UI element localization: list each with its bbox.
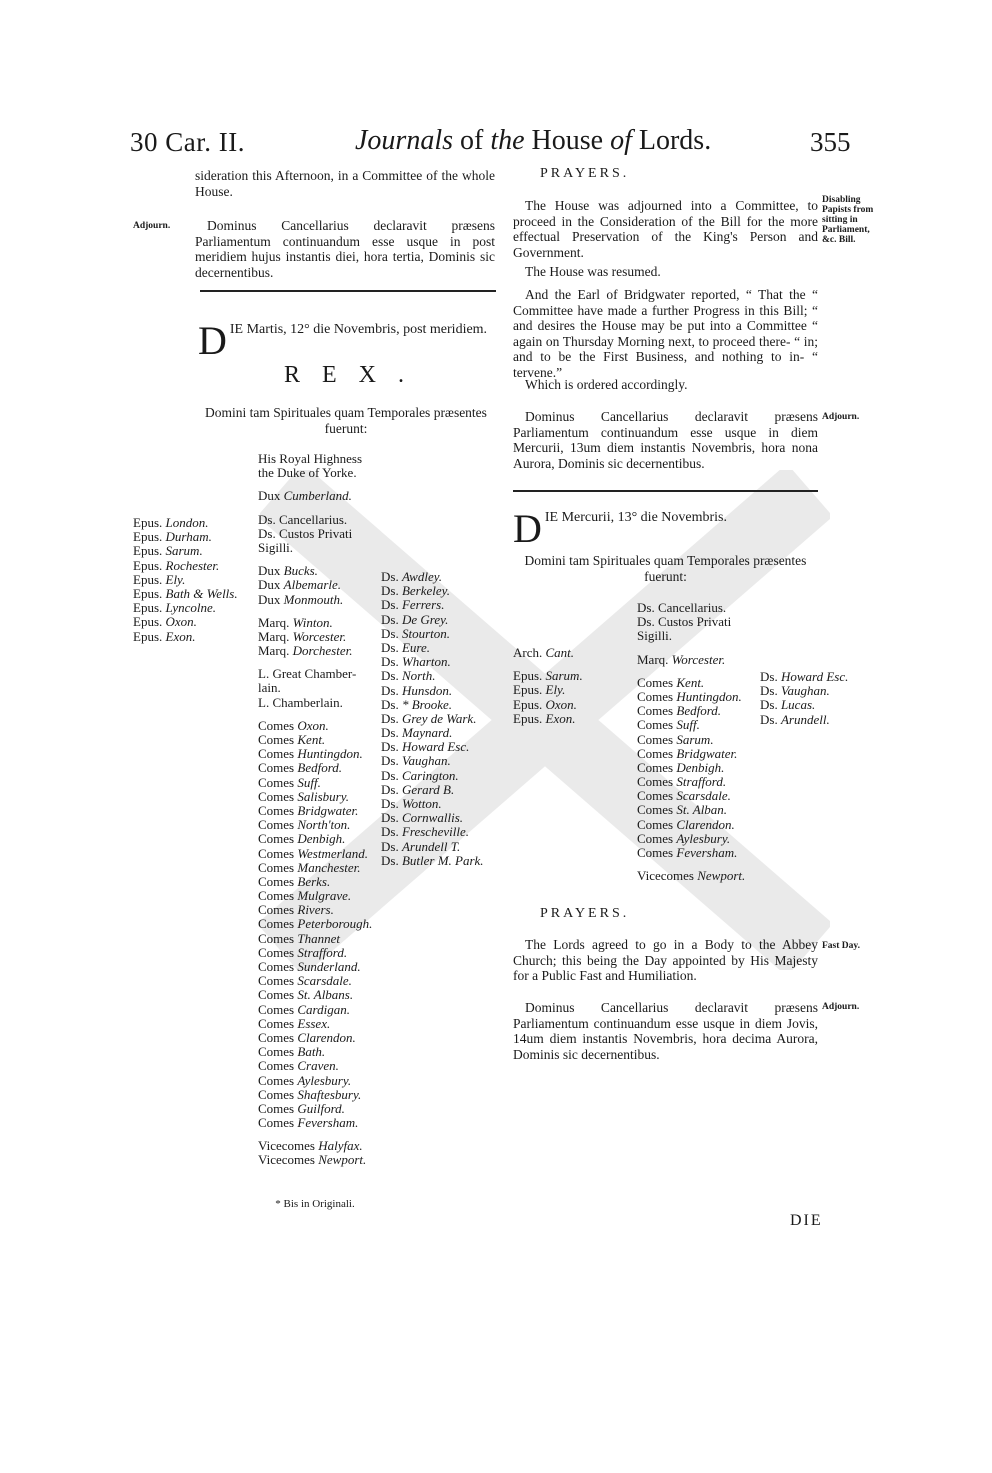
attendee-entry: Ds. * Brooke. bbox=[381, 696, 453, 712]
journal-title: Journals of the House of Lords. bbox=[355, 125, 712, 156]
attendee-entry: Comes Kent. bbox=[258, 732, 326, 747]
attendee-entry: Ds. Custos Privati bbox=[258, 525, 353, 541]
left-paragraph-2: Dominus Cancellarius declaravit præsens Parliamentum continuandum esse usque in post meridiem hujus instantis diei, hora tertia, Dominis sic decernentibus. bbox=[195, 218, 495, 280]
attendee-entry: Ds. Grey de Wark. bbox=[381, 710, 477, 726]
attendee-entry: Comes Kent. bbox=[637, 674, 705, 690]
attendee-entry: Epus. Durham. bbox=[133, 529, 212, 545]
rex-heading: REX. bbox=[284, 362, 426, 388]
attendee-entry: Ds. Ferrers. bbox=[381, 597, 445, 613]
attendee-entry: Dux Albemarle. bbox=[258, 577, 342, 593]
present-line: Domini tam Spirituales quam Temporales præsentes fuerunt: bbox=[205, 405, 487, 436]
attendee-entry: Comes Suff. bbox=[258, 774, 321, 790]
attendee-entry: Ds. Eure. bbox=[381, 639, 430, 655]
attendee-entry: Epus. Ely. bbox=[513, 682, 566, 698]
attendee-entry: Comes Bridgwater. bbox=[258, 802, 359, 818]
attendee-entry: Ds. Maynard. bbox=[381, 725, 453, 741]
attendee-entry: Ds. Gerard B. bbox=[381, 781, 455, 797]
attendee-entry: Ds. Frescheville. bbox=[381, 824, 469, 840]
attendee-entry: Comes Strafford. bbox=[637, 774, 727, 790]
list-officers-and-earls bbox=[637, 601, 745, 883]
attendee-entry: Ds. Carington. bbox=[381, 767, 459, 783]
right-paragraph-7: Dominus Cancellarius declaravit præsens Parliamentum continuandum esse usque in diem Jovis, 14um diem instantis Novembris, hora decima Aurora, Dominis sic decernentibus. bbox=[513, 1000, 818, 1062]
attendee-entry: Comes Thannet bbox=[258, 930, 340, 946]
attendee-entry: Epus. Rochester. bbox=[133, 557, 220, 573]
attendee-entry: Comes Denbigh. bbox=[637, 759, 725, 775]
attendee-entry: Vicecomes Halyfax. bbox=[258, 1138, 363, 1154]
attendee-entry: Comes Feversham. bbox=[637, 845, 738, 860]
attendee-entry: Comes Scarsdale. bbox=[258, 973, 352, 989]
sitting-date: DIE Martis, 12° die Novembris, post meridiem. bbox=[198, 318, 488, 363]
attendee-entry: Epus. Oxon. bbox=[513, 696, 577, 712]
list-spiritual-lords bbox=[513, 646, 583, 726]
margin-note-adjourn-2: Adjourn. bbox=[822, 412, 860, 422]
list-bishops bbox=[133, 516, 238, 644]
attendee-entry: Comes Feversham. bbox=[258, 1115, 359, 1131]
attendee-entry: Comes Berks. bbox=[258, 873, 331, 889]
left-paragraph-1: sideration this Afternoon, in a Committee of the whole House. bbox=[195, 168, 495, 199]
attendee-entry: Epus. Oxon. bbox=[133, 614, 197, 630]
attendee-entry: Ds. North. bbox=[381, 668, 436, 684]
attendee-entry: Comes Strafford. bbox=[258, 944, 348, 960]
attendee-entry: Ds. Awdley. bbox=[381, 569, 443, 584]
attendee-entry: Ds. Vaughan. bbox=[760, 683, 830, 699]
attendee-entry: Marq. Dorchester. bbox=[258, 643, 353, 659]
attendee-entry: Ds. Custos Privati bbox=[637, 614, 732, 630]
attendee-entry: Ds. Cancellarius. bbox=[637, 600, 727, 615]
attendee-entry: Comes Bridgwater. bbox=[637, 745, 738, 761]
attendee-entry: Comes Clarendon. bbox=[258, 1029, 356, 1045]
attendee-entry: Comes Rivers. bbox=[258, 902, 334, 918]
attendee-entry: Comes Denbigh. bbox=[258, 831, 346, 847]
attendee-entry: Ds. De Grey. bbox=[381, 611, 449, 627]
attendee-entry: Comes Guilford. bbox=[258, 1100, 345, 1116]
attendee-entry: lain. bbox=[258, 680, 281, 696]
attendee-entry: Comes Bedford. bbox=[258, 760, 343, 776]
attendee-entry: Ds. Cancellarius. bbox=[258, 511, 348, 527]
attendee-entry: Sigilli. bbox=[258, 539, 294, 555]
list-barons bbox=[381, 570, 484, 868]
attendee-entry: Epus. Lyncolne. bbox=[133, 600, 217, 616]
attendee-entry: Comes Peterborough. bbox=[258, 916, 373, 932]
attendee-entry: Comes Westmerland. bbox=[258, 845, 369, 861]
attendee-entry: Arch. Cant. bbox=[513, 645, 575, 660]
attendee-entry: Comes Huntingdon. bbox=[637, 688, 742, 704]
right-paragraph-3: And the Earl of Bridgwater reported, “ That the “ Committee have made a further Progress in this Bill; “ and desires the House may be put into a Committee “ again on Thursday Morning next, to proceed there- “ in; and to be the First Business, and nothing to in- “ tervene.” bbox=[513, 287, 818, 380]
attendee-entry: Epus. London. bbox=[133, 515, 209, 530]
attendee-entry: L. Chamberlain. bbox=[258, 694, 343, 710]
attendee-entry: Comes North'ton. bbox=[258, 817, 351, 833]
catchword: DIE bbox=[790, 1212, 823, 1229]
footnote: * Bis in Originali. bbox=[275, 1198, 355, 1210]
attendee-entry: Marq. Worcester. bbox=[637, 651, 726, 667]
attendee-entry: Ds. Arundell. bbox=[760, 711, 830, 727]
attendee-entry: Comes St. Alban. bbox=[637, 802, 728, 818]
margin-note-fast-day: Fast Day. bbox=[822, 941, 860, 951]
attendee-entry: Vicecomes Newport. bbox=[258, 1152, 367, 1168]
attendee-entry: Comes Essex. bbox=[258, 1015, 331, 1031]
attendee-entry: Ds. Cornwallis. bbox=[381, 810, 463, 826]
regnal-year: 30 Car. II. bbox=[130, 127, 245, 157]
attendee-entry: Epus. Exon. bbox=[133, 628, 196, 644]
list-royal-and-earls bbox=[258, 452, 372, 1168]
attendee-entry: Comes Bath. bbox=[258, 1044, 326, 1060]
attendee-entry: Ds. Wotton. bbox=[381, 796, 442, 811]
attendee-entry: Sigilli. bbox=[637, 628, 673, 644]
attendee-entry: Comes Craven. bbox=[258, 1058, 339, 1074]
attendee-entry: Epus. Ely. bbox=[133, 571, 186, 587]
attendee-entry: Comes Oxon. bbox=[258, 717, 329, 733]
attendee-entry: Epus. Exon. bbox=[513, 710, 576, 726]
attendee-entry: Ds. Howard Esc. bbox=[381, 739, 470, 755]
attendee-entry: Ds. Vaughan. bbox=[381, 753, 451, 769]
attendee-entry: Ds. Stourton. bbox=[381, 625, 450, 641]
section-divider bbox=[200, 290, 496, 292]
attendee-entry: Comes Cardigan. bbox=[258, 1001, 350, 1017]
attendee-entry: Comes Huntingdon. bbox=[258, 746, 363, 762]
attendee-entry: His Royal Highness bbox=[258, 451, 362, 466]
right-paragraph-1: The House was adjourned into a Committee, to proceed in the Consideration of the Bill for the more effectual Preservation of the King's Person and Government. bbox=[513, 198, 818, 260]
attendee-entry: Marq. Winton. bbox=[258, 614, 333, 630]
attendee-entry: Dux Monmouth. bbox=[258, 591, 344, 607]
margin-note-adjourn: Adjourn. bbox=[133, 221, 171, 231]
right-paragraph-6: The Lords agreed to go in a Body to the Abbey Church; this being the Day appointed by His Majesty for a Public Fast and Humiliation. bbox=[513, 937, 818, 983]
section-divider-2 bbox=[513, 490, 818, 492]
attendee-entry: Comes Aylesbury. bbox=[258, 1072, 352, 1088]
attendee-entry: Comes Clarendon. bbox=[637, 816, 735, 832]
attendee-entry: Comes Sunderland. bbox=[258, 959, 361, 974]
attendee-entry: Ds. Hunsdon. bbox=[381, 682, 453, 698]
list-barons-2 bbox=[760, 670, 848, 727]
attendee-entry: Epus. Bath & Wells. bbox=[133, 585, 238, 601]
margin-note-disabling-bill: Disabling Papists from sitting in Parliament, &c. Bill. bbox=[822, 195, 874, 245]
prayers-heading-1: PRAYERS. bbox=[540, 166, 630, 181]
present-line-2: Domini tam Spirituales quam Temporales præsentes fuerunt: bbox=[524, 553, 807, 584]
attendee-entry: Comes Sarum. bbox=[637, 731, 714, 747]
attendee-entry: Comes Mulgrave. bbox=[258, 888, 352, 904]
right-paragraph-2: The House was resumed. bbox=[525, 264, 661, 279]
margin-note-adjourn-3: Adjourn. bbox=[822, 1002, 860, 1012]
attendee-entry: Ds. Berkeley. bbox=[381, 583, 450, 599]
attendee-entry: Ds. Arundell T. bbox=[381, 838, 461, 854]
sitting-date-2: DIE Mercurii, 13° die Novembris. bbox=[513, 506, 727, 551]
attendee-entry: Dux Cumberland. bbox=[258, 488, 352, 504]
attendee-entry: Comes Suff. bbox=[637, 717, 700, 733]
attendee-entry: Marq. Worcester. bbox=[258, 628, 347, 644]
attendee-entry: Comes Shaftesbury. bbox=[258, 1086, 362, 1102]
attendee-entry: Vicecomes Newport. bbox=[637, 868, 746, 884]
attendee-entry: Ds. Butler M. Park. bbox=[381, 852, 484, 868]
attendee-entry: Epus. Sarum. bbox=[133, 543, 203, 559]
right-paragraph-4: Which is ordered accordingly. bbox=[525, 377, 688, 392]
attendee-entry: the Duke of Yorke. bbox=[258, 465, 357, 481]
page-number: 355 bbox=[810, 127, 851, 157]
attendee-entry: Comes Manchester. bbox=[258, 859, 361, 875]
attendee-entry: Comes Scarsdale. bbox=[637, 788, 731, 804]
right-paragraph-5: Dominus Cancellarius declaravit præsens Parliamentum continuandum esse usque in diem Mercurii, 13um diem instantis Novembris, hora nona Aurora, Dominis sic decernentibus. bbox=[513, 409, 818, 471]
attendee-entry: Comes Salisbury. bbox=[258, 788, 350, 804]
attendee-entry: Epus. Sarum. bbox=[513, 668, 583, 684]
attendee-entry: L. Great Chamber- bbox=[258, 666, 357, 682]
attendee-entry: Comes Bedford. bbox=[637, 703, 722, 719]
attendee-entry: Dux Bucks. bbox=[258, 563, 318, 579]
prayers-heading-2: PRAYERS. bbox=[540, 906, 630, 921]
attendee-entry: Ds. Lucas. bbox=[760, 697, 816, 713]
attendee-entry: Ds. Wharton. bbox=[381, 654, 451, 670]
attendee-entry: Ds. Howard Esc. bbox=[760, 669, 849, 684]
attendee-entry: Comes St. Albans. bbox=[258, 987, 354, 1003]
attendee-entry: Comes Aylesbury. bbox=[637, 830, 731, 846]
